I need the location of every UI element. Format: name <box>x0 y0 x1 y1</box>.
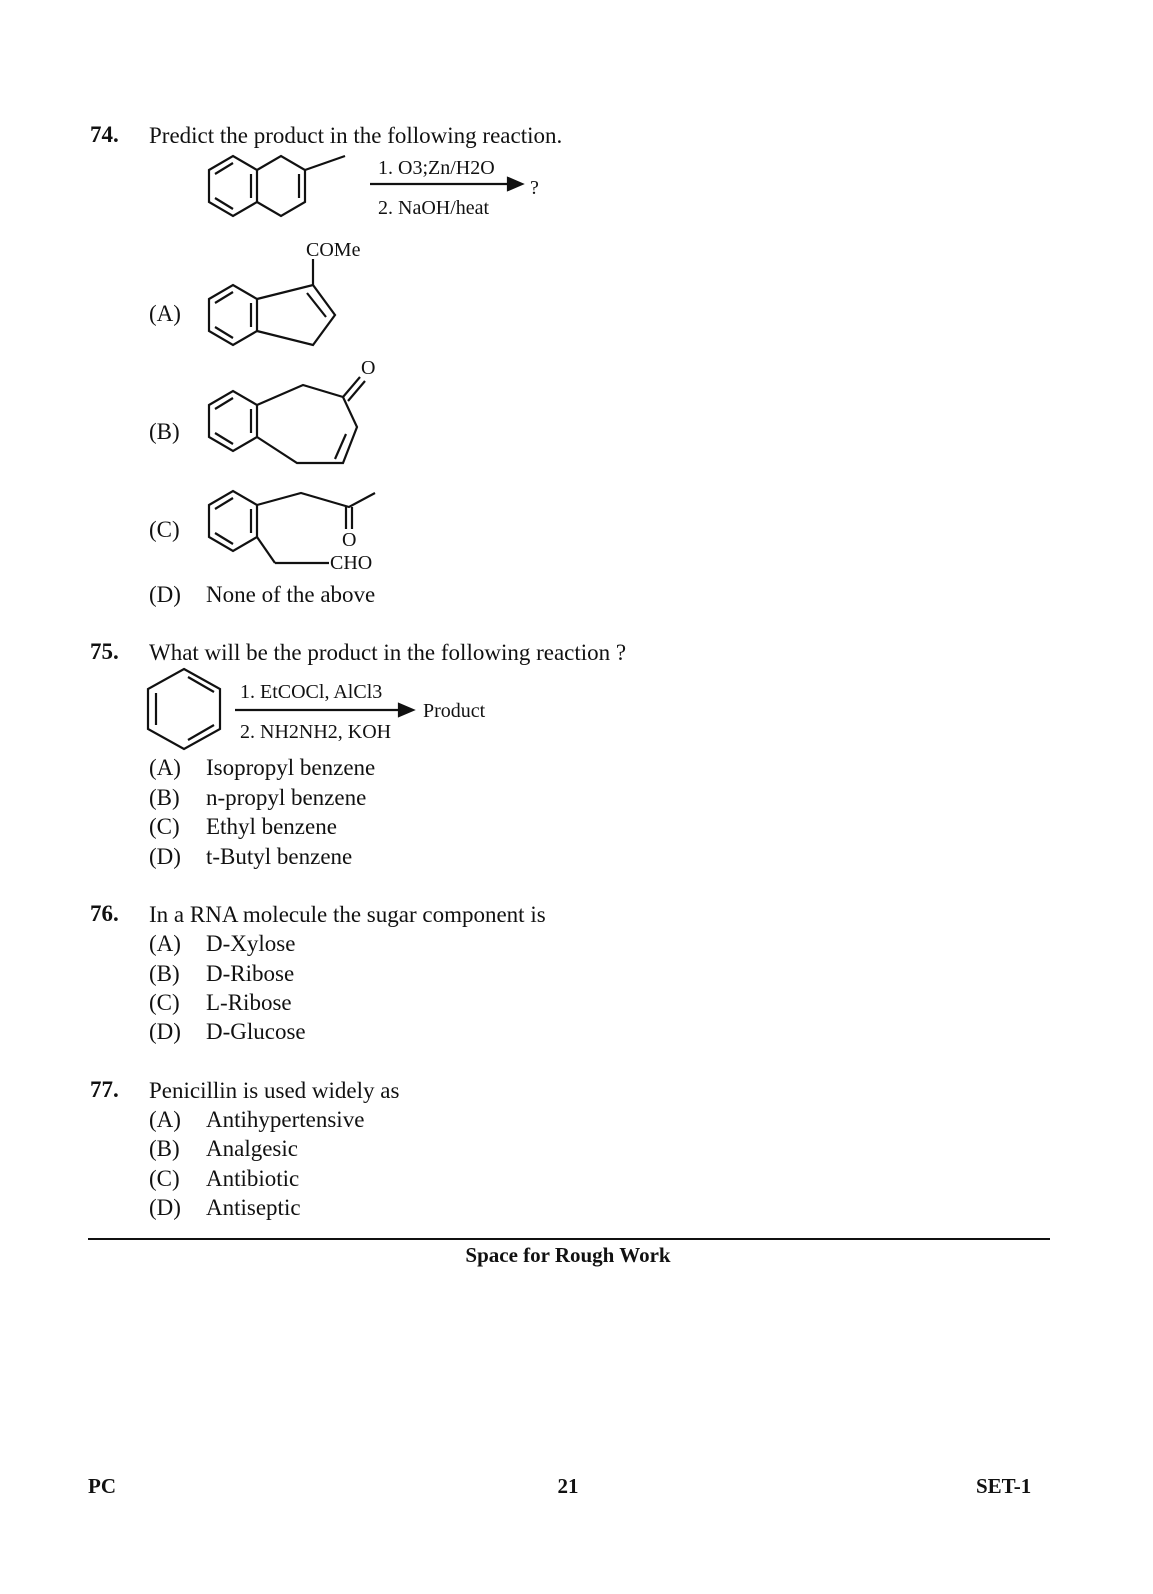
q74-option-c-label: (C) <box>149 517 180 542</box>
q75-reagent-2: 2. NH2NH2, KOH <box>240 721 392 743</box>
q74-option-c-oxygen: O <box>342 529 357 551</box>
q76-option-c-text: L-Ribose <box>206 990 292 1015</box>
q74-option-a-group: COMe <box>306 239 361 261</box>
q76-option-a-text: D-Xylose <box>206 931 296 956</box>
q75-benzene-structure <box>142 665 232 755</box>
question-74-number: 74. <box>90 122 119 147</box>
question-76-text: In a RNA molecule the sugar component is <box>149 902 546 927</box>
q75-option-d-text: t-Butyl benzene <box>206 844 353 869</box>
q77-option-b-text: Analgesic <box>206 1136 298 1161</box>
q74-reaction-arrow <box>370 177 522 191</box>
q75-reaction-arrow <box>235 703 415 717</box>
question-77-number: 77. <box>90 1077 119 1102</box>
q74-option-b-label: (B) <box>149 419 180 444</box>
q74-option-d-text: None of the above <box>206 582 376 607</box>
q75-result: Product <box>423 700 486 722</box>
q74-result: ? <box>530 177 539 199</box>
q75-option-c-label: (C) <box>149 814 180 839</box>
q75-option-b-text: n-propyl benzene <box>206 785 367 810</box>
q77-option-a-text: Antihypertensive <box>206 1107 365 1132</box>
question-74-text: Predict the product in the following reaction. <box>149 123 563 148</box>
q74-option-c-cho: CHO <box>330 552 373 574</box>
q75-option-b-label: (B) <box>149 785 180 810</box>
question-75-text: What will be the product in the following reaction ? <box>149 640 627 665</box>
question-75-number: 75. <box>90 639 119 664</box>
q76-option-d-label: (D) <box>149 1019 181 1044</box>
q77-option-a-label: (A) <box>149 1107 181 1132</box>
rough-work-divider <box>88 1238 1050 1240</box>
page-number: 21 <box>557 1474 579 1498</box>
q74-option-a-structure <box>195 275 355 365</box>
q77-option-d-label: (D) <box>149 1195 181 1220</box>
q74-option-b-oxygen: O <box>361 357 376 379</box>
q76-option-a-label: (A) <box>149 931 181 956</box>
q76-option-b-text: D-Ribose <box>206 961 295 986</box>
q77-option-b-label: (B) <box>149 1136 180 1161</box>
question-77-text: Penicillin is used widely as <box>149 1078 400 1103</box>
q76-option-c-label: (C) <box>149 990 180 1015</box>
q75-reagent-1: 1. EtCOCl, AlCl3 <box>240 681 383 703</box>
q77-option-d-text: Antiseptic <box>206 1195 301 1220</box>
q74-option-d-label: (D) <box>149 582 181 607</box>
question-76-number: 76. <box>90 901 119 926</box>
q77-option-c-text: Antibiotic <box>206 1166 300 1191</box>
q74-option-a-label: (A) <box>149 301 181 326</box>
q74-reagent-2: 2. NaOH/heat <box>378 197 490 219</box>
q75-option-d-label: (D) <box>149 844 181 869</box>
footer-left: PC <box>88 1474 116 1498</box>
rough-work-heading: Space for Rough Work <box>465 1243 671 1267</box>
q75-option-a-label: (A) <box>149 755 181 780</box>
q76-option-b-label: (B) <box>149 961 180 986</box>
q75-option-c-text: Ethyl benzene <box>206 814 337 839</box>
footer-right: SET-1 <box>976 1474 1032 1498</box>
q74-reactant-structure <box>195 150 365 230</box>
q75-option-a-text: Isopropyl benzene <box>206 755 376 780</box>
q77-option-c-label: (C) <box>149 1166 180 1191</box>
q74-reagent-1: 1. O3;Zn/H2O <box>378 157 495 179</box>
q74-option-b-structure <box>195 375 375 475</box>
q76-option-d-text: D-Glucose <box>206 1019 306 1044</box>
